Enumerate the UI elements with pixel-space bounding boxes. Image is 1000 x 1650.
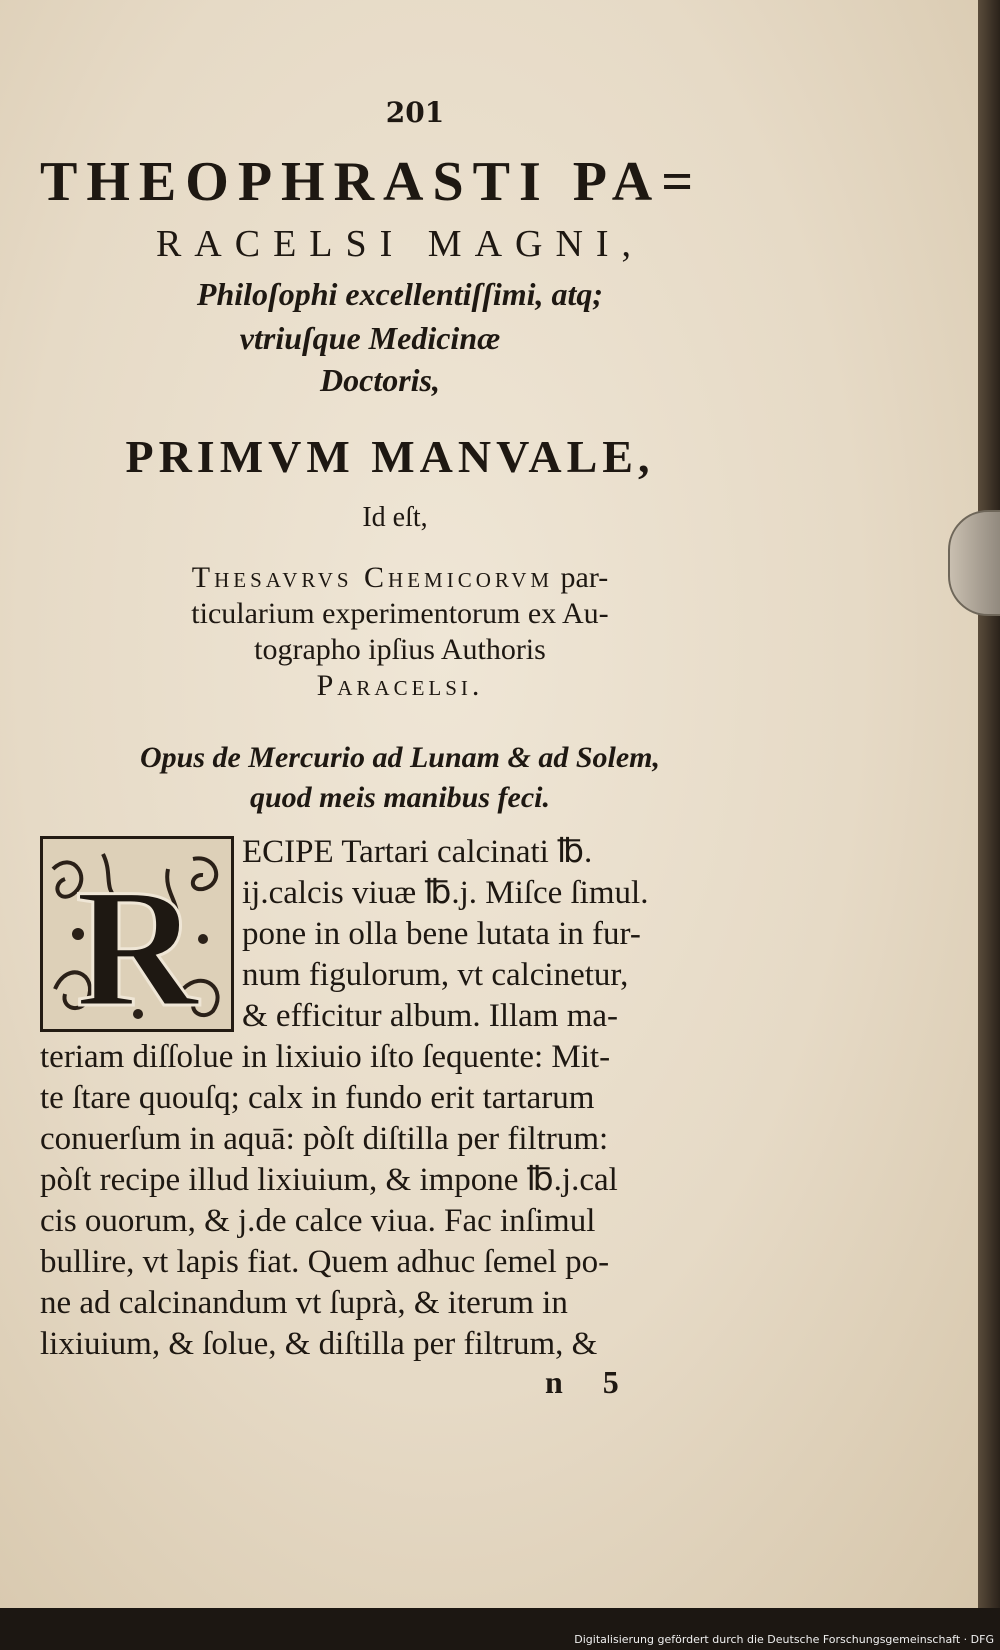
thesaurus-line-3: tographo ipſius Authoris — [254, 633, 546, 666]
body-line: cis ouorum, & j.de calce viua. Fac inſimul — [40, 1203, 596, 1239]
drop-cap-letter: R — [75, 854, 199, 1029]
thesaurus-line-1-rest: par- — [553, 561, 609, 594]
body-line: conuerſum in aquā: pòſt diſtilla per filtrum: — [40, 1121, 609, 1157]
subtitle-line-2: vtriuſque Medicinæ — [239, 320, 501, 356]
page-clip — [948, 510, 1000, 616]
title-line-2: RACELSI MAGNI, — [155, 223, 645, 265]
body-line: & efficitur album. Illam ma- — [242, 998, 619, 1034]
title-line-1: THEOPHRASTI PA= — [40, 151, 703, 213]
body-line: lixiuium, & ſolue, & diſtilla per filtrum, & — [40, 1326, 598, 1362]
body-line: ne ad calcinandum vt ſuprà, & iterum in — [40, 1285, 568, 1321]
thesaurus-line-1 — [70, 560, 730, 596]
thesaurus-line-2: ticularium experimentorum ex Au- — [191, 597, 609, 630]
body-line: teriam diſſolue in lixiuio iſto ſequente: Mit- — [40, 1039, 611, 1075]
catchword-signature: n 5 — [545, 1364, 635, 1400]
body-line: bullire, vt lapis fiat. Quem adhuc ſemel po- — [40, 1244, 610, 1280]
id-est: Id eſt, — [362, 502, 428, 533]
thesaurus-title: Thesavrvs Chemicorvm — [191, 561, 554, 594]
body-line: pone in olla bene lutata in fur- — [242, 916, 641, 952]
body-line: te ſtare quouſq; calx in fundo erit tartarum — [40, 1080, 595, 1116]
subtitle-line-1: Philoſophi excellentiſſimi, atq; — [196, 276, 604, 312]
page-number: 201 — [385, 96, 445, 129]
body-line: ij.calcis viuæ ℔.j. Miſce ſimul. — [242, 875, 649, 911]
subtitle-line-3: Doctoris, — [320, 362, 440, 398]
page-edge — [978, 0, 1000, 1608]
body-line: pòſt recipe illud lixiuium, & impone ℔.j.cal — [40, 1162, 618, 1198]
body-line: num figulorum, vt calcinetur, — [242, 957, 629, 993]
section-heading: PRIMVM MANVALE, — [125, 431, 655, 482]
opus-heading — [100, 738, 700, 818]
opus-line-1: Opus de Mercurio ad Lunam & ad Solem, — [139, 741, 661, 774]
footer-credit: Digitalisierung gefördert durch die Deutsche Forschungsgemeinschaft · DFG — [574, 1633, 994, 1646]
body-line: ECIPE Tartari calcinati ℔. — [242, 834, 593, 870]
body-text — [40, 832, 740, 1365]
thesaurus-block — [70, 560, 730, 704]
opus-line-2: quod meis manibus feci. — [249, 781, 550, 814]
thesaurus-line-4: Paracelsi. — [316, 669, 484, 702]
